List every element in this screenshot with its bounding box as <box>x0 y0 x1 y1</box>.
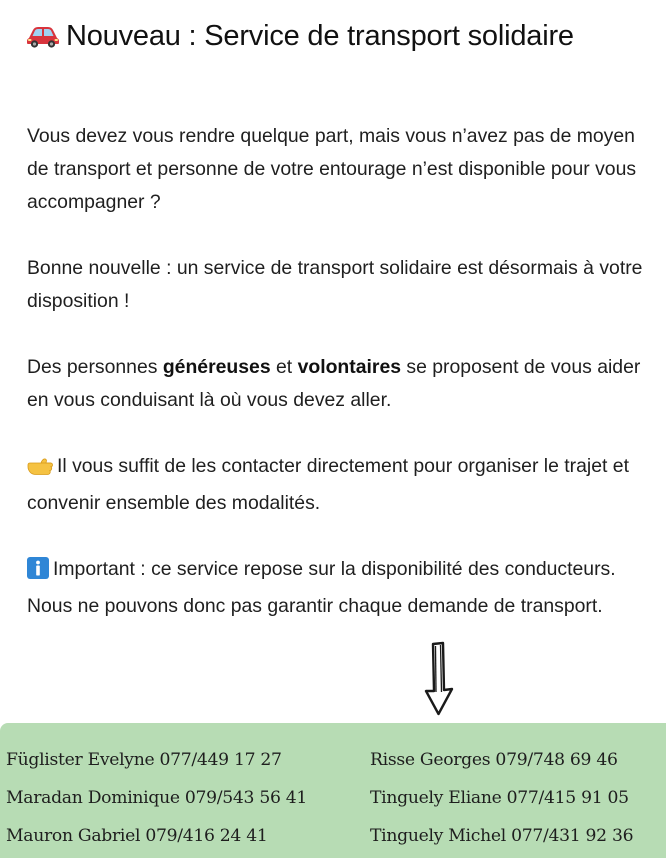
contact-item: Maradan Dominique 079/543 56 41 <box>6 788 308 808</box>
bold-word-genereuses: généreuses <box>162 356 271 378</box>
article-body <box>27 120 652 656</box>
contacts-panel <box>0 723 666 858</box>
page-title <box>26 16 574 59</box>
down-arrow-icon <box>420 640 460 725</box>
paragraph-2: Bonne nouvelle : un service de transport solidaire est désormais à votre disposition ! <box>27 257 643 312</box>
pointing-hand-icon <box>27 454 53 487</box>
bold-word-volontaires: volontaires <box>297 356 402 378</box>
paragraph-5: Important : ce service repose sur la disponibilité des conducteurs. Nous ne pouvons donc pas garantir chaque demande de transport. <box>27 558 616 617</box>
contact-item: Tinguely Michel 077/431 92 36 <box>370 826 634 846</box>
paragraph-1: Vous devez vous rendre quelque part, mais vous n’avez pas de moyen de transport et personne de votre entourage n’est disponible pour vous accompagner ? <box>27 125 637 213</box>
info-icon <box>27 557 49 590</box>
contacts-left-column <box>6 743 307 857</box>
contact-item: Risse Georges 079/748 69 46 <box>370 750 618 770</box>
contacts-right-column <box>370 743 633 857</box>
paragraph-3: Des personnes généreuses et volontaires se proposent de vous aider en vous conduisant là où vous devez aller. <box>27 356 641 411</box>
car-icon <box>26 19 60 59</box>
contact-item: Tinguely Eliane 077/415 91 05 <box>370 788 629 808</box>
contact-item: Füglister Evelyne 077/449 17 27 <box>6 750 282 770</box>
paragraph-4: Il vous suffit de les contacter directement pour organiser le trajet et convenir ensemble des modalités. <box>27 455 629 514</box>
contact-item: Mauron Gabriel 079/416 24 41 <box>6 826 268 846</box>
page-title-text: Nouveau : Service de transport solidaire <box>66 20 574 52</box>
